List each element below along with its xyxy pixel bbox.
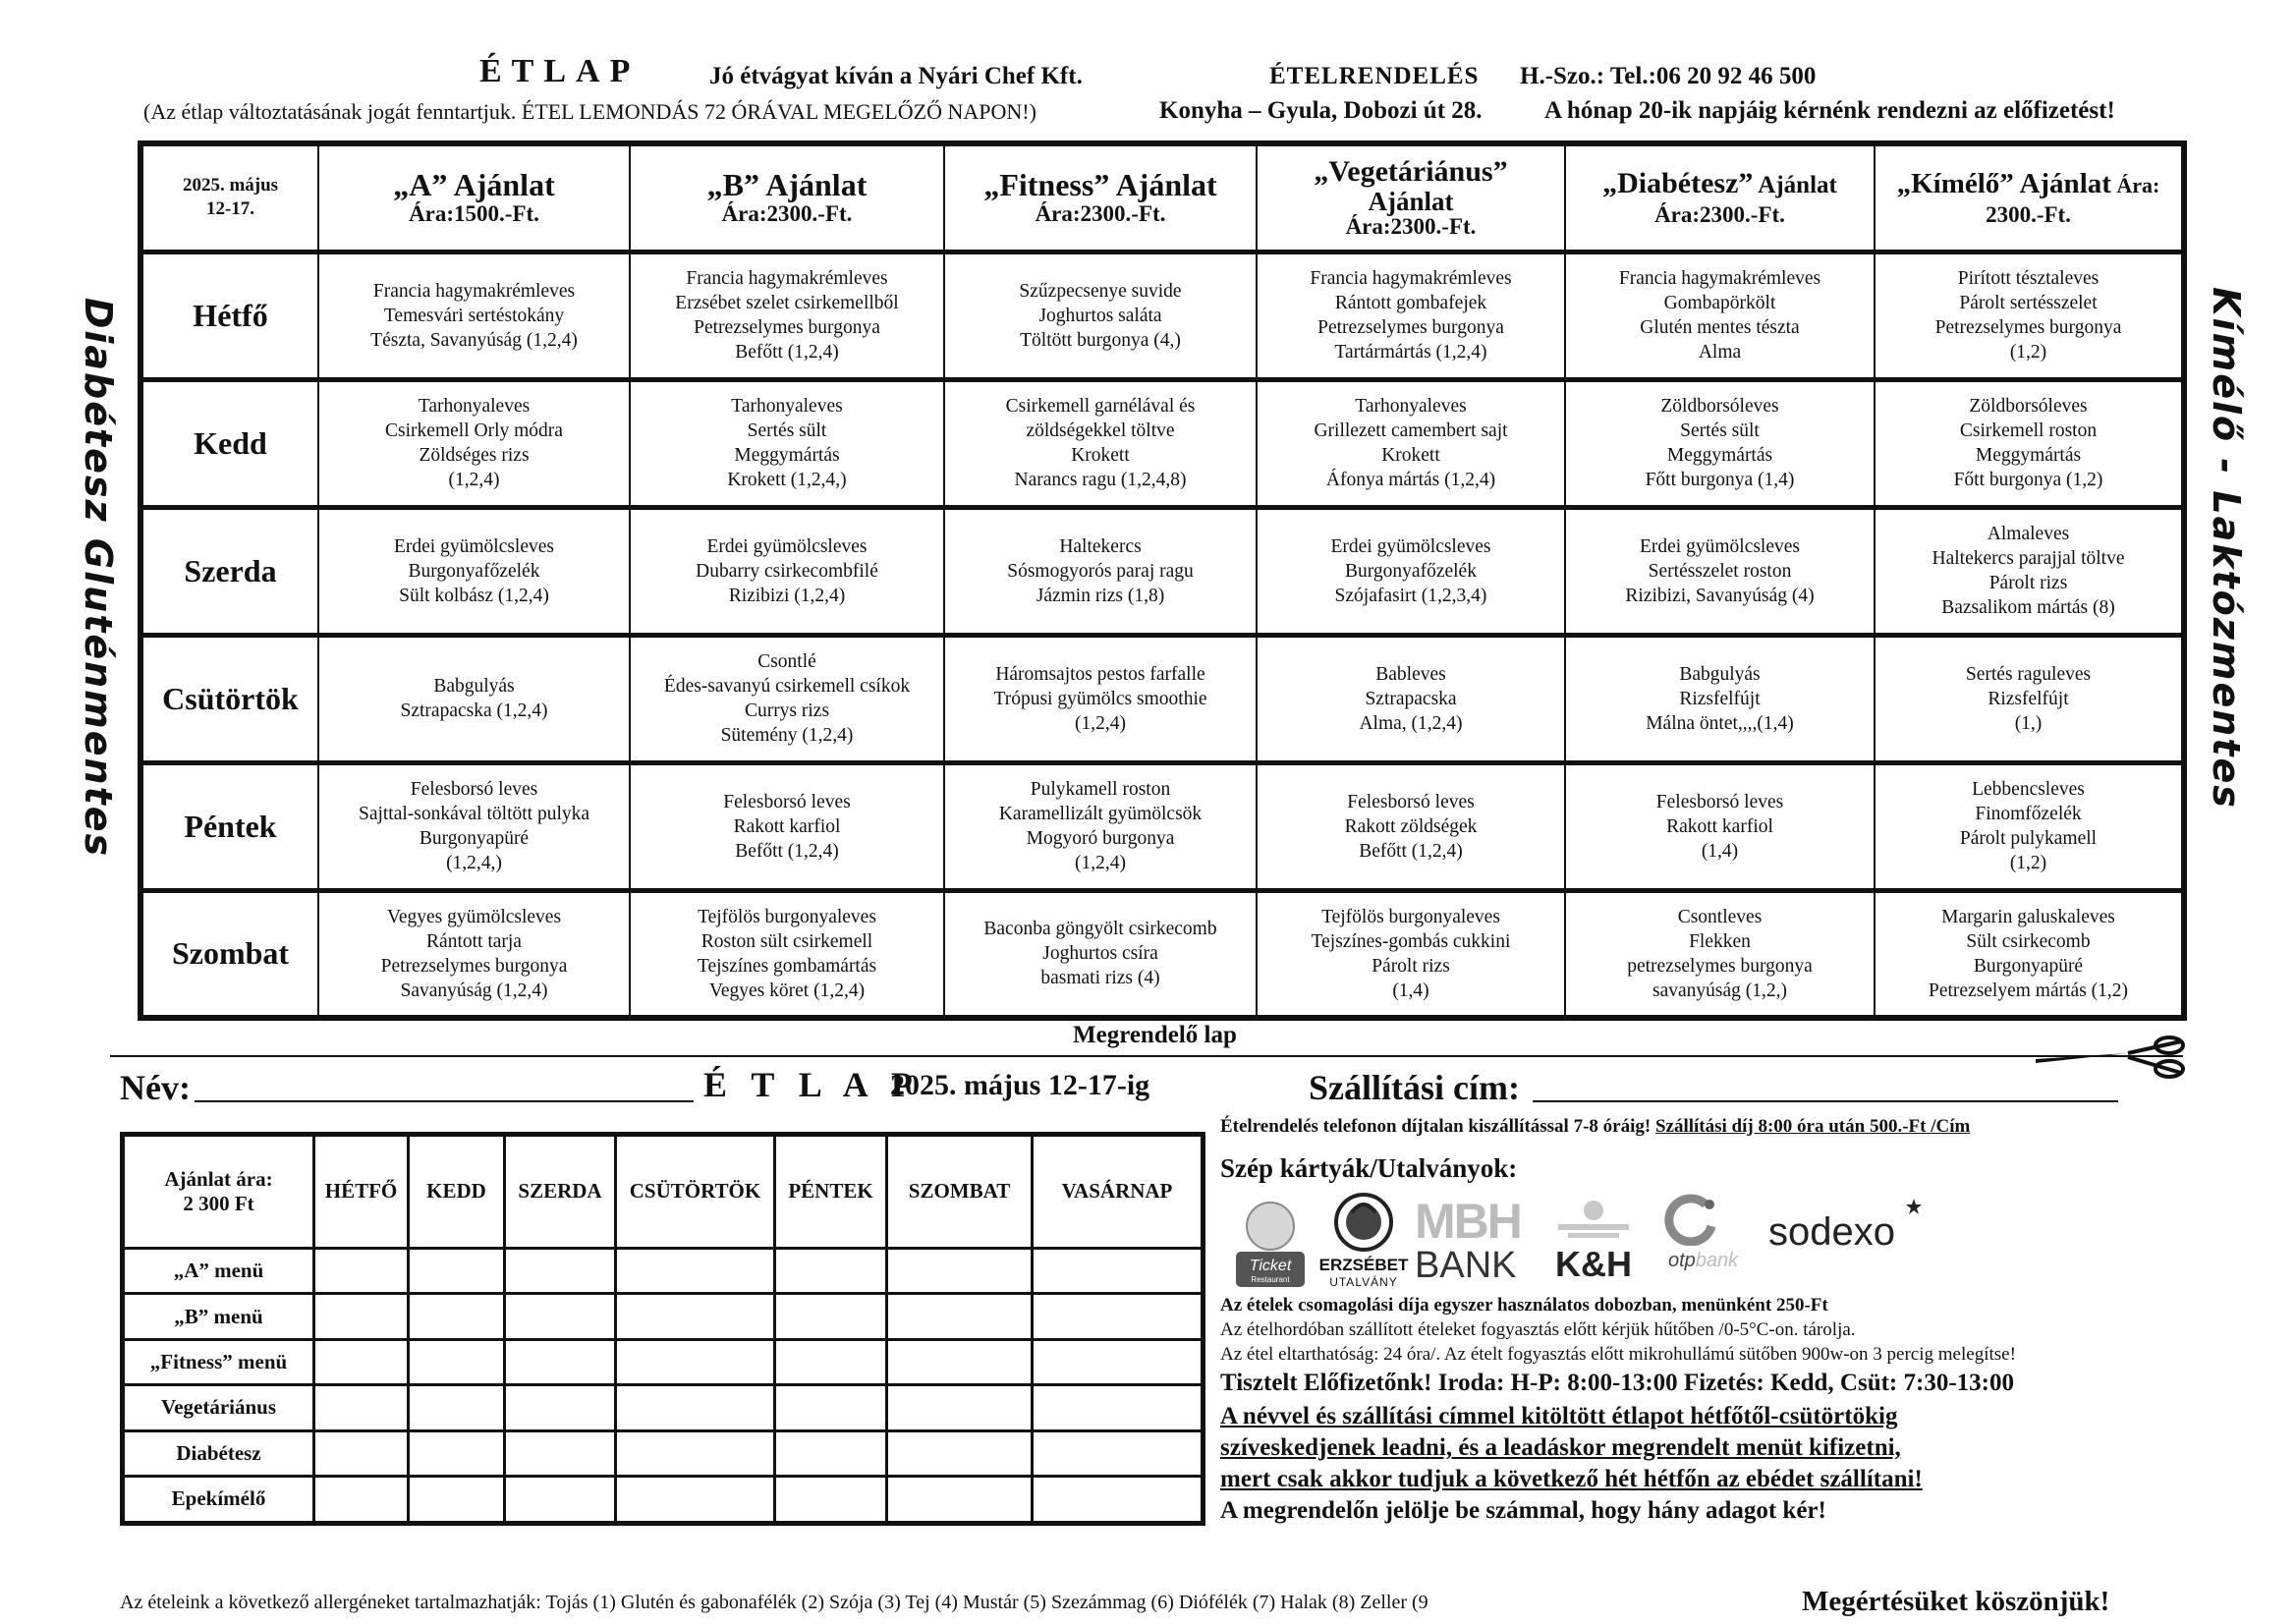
dish-line: Tarhonyaleves [731,396,843,417]
column-header-diabetes: „Diabétesz” Ajánlat Ára:2300.-Ft. [1565,143,1875,252]
dish-line: Joghurtos csíra [1042,943,1158,965]
menu-cell-b [630,252,944,379]
dish-line: Rakott zöldségek [1344,815,1478,837]
dish-line: Zöldborsóleves [1660,396,1779,417]
dish-line: Meggymártás [1666,445,1773,466]
order-quantity-cell[interactable] [505,1385,616,1430]
dish-line: Csirkemell Orly módra [385,420,563,441]
request-line-2: szíveskedjenek leadni, és a leadáskor megrendelt menüt kifizetni, [1220,1434,1901,1461]
menu-row-2 [140,507,2184,635]
menu-date-cell: 2025. május 12-17. [140,143,318,252]
dish-line: Rántott gombafejek [1334,293,1487,313]
dish-line: Vegyes köret (1,2,4) [708,980,866,1001]
dish-line: Málna öntet,,,,(1,4) [1646,712,1794,734]
dish-line: Erdei gyümölcsleves [1330,535,1491,557]
dish-line: Befőtt (1,2,4) [735,342,839,363]
order-day-header: VASÁRNAP [1033,1135,1204,1249]
dish-line: Krokett [1381,445,1440,466]
dish-line: Gombapörkölt [1663,293,1776,313]
dish-line: Rakott karfiol [733,815,841,837]
dish-line: Francia hagymakrémleves [372,280,576,302]
ordering-contact: H.-Szo.: Tel.:06 20 92 46 500 [1520,63,1817,89]
menu-cell-diabetes [1565,507,1875,635]
dish-line: Burgonyapüré [419,828,530,849]
order-quantity-cell[interactable] [314,1248,409,1293]
order-quantity-cell[interactable] [887,1385,1033,1430]
dish-line: Haltekercs parajjal töltve [1932,548,2125,569]
menu-cell-diabetes [1565,252,1875,379]
dish-line: Francia hagymakrémleves [1310,268,1512,289]
dish-line: Lebbencsleves [1972,779,2085,800]
cut-line [110,1055,2183,1057]
day-label: Csütörtök [140,635,318,762]
packaging-note: Az ételek csomagolási díja egyszer használatos dobozban, menünként 250-Ft [1220,1295,1828,1316]
menu-cell-kimelo [1875,762,2184,890]
price-header-cell: Ajánlat ára: 2 300 Ft [123,1135,314,1249]
menu-cell-a [318,252,630,379]
dish-line: (1,2) [2009,853,2047,873]
order-day-header: HÉTFŐ [314,1135,409,1249]
dish-line: Áfonya mártás (1,2,4) [1325,470,1496,490]
order-quantity-cell[interactable] [314,1339,409,1384]
dish-line: Csirkemell roston [1959,420,2098,441]
order-quantity-cell[interactable] [314,1430,409,1476]
order-menu-label: Epekímélő [123,1476,314,1523]
dish-line: Karamellizált gyümölcsök [998,804,1203,824]
dish-line: Flekken [1689,930,1751,952]
dish-line: zöldségekkel töltve [1026,420,1175,441]
address-input[interactable] [1533,1100,2118,1102]
request-line-4: A megrendelőn jelölje be számmal, hogy hány adagot kér! [1220,1497,1826,1524]
order-day-header: PÉNTEK [775,1135,887,1249]
order-quantity-cell[interactable] [616,1385,775,1430]
order-quantity-cell[interactable] [314,1385,409,1430]
dish-line: (1,2) [2009,342,2047,363]
request-line-1: A névvel és szállítási címmel kitöltött étlapot hétfőtől-csütörtökig [1220,1403,1898,1429]
order-menu-label: „B” menü [123,1294,314,1339]
menu-cell-vegetarian [1257,252,1565,379]
order-quantity-cell[interactable] [1033,1294,1204,1339]
dish-line: Tejszínes gombamártás [697,955,877,977]
dish-line: Burgonyapüré [1973,955,2084,977]
dish-line: Margarin galuskaleves [1941,906,2115,927]
order-quantity-cell[interactable] [409,1248,505,1293]
dish-line: Babgulyás [433,676,515,697]
dish-line: Mogyoró burgonya [1026,828,1175,849]
dish-line: (1,2,4) [448,470,500,490]
kitchen-address: Konyha – Gyula, Dobozi út 28. [1159,97,1483,124]
order-quantity-cell[interactable] [409,1430,505,1476]
erzsebet-logo: ERZSÉBET UTALVÁNY [1316,1191,1411,1289]
order-quantity-cell[interactable] [1033,1476,1204,1523]
kh-logo: K&H [1539,1197,1649,1285]
mbh-bank-logo: MBH BANK [1415,1194,1521,1286]
order-menu-label: „Fitness” menü [123,1339,314,1384]
order-quantity-cell[interactable] [775,1476,887,1523]
menu-cell-kimelo [1875,507,2184,635]
order-quantity-cell[interactable] [616,1248,775,1293]
dish-line: petrezselymes burgonya [1627,955,1813,977]
dish-line: Sajttal-sonkával töltött pulyka [358,804,590,824]
address-label: Szállítási cím: [1309,1068,1520,1107]
dish-line: Párolt rizs [1988,573,2068,593]
menu-cell-kimelo [1875,379,2184,507]
order-quantity-cell[interactable] [505,1476,616,1523]
dish-line: Háromsajtos pestos farfalle [995,663,1205,685]
order-quantity-cell[interactable] [505,1339,616,1384]
dish-line: (1,4) [1701,840,1739,862]
side-label-left: Diabétesz Gluténmentes [77,297,120,859]
menu-cell-diabetes [1565,379,1875,507]
order-menu-label: „A” menü [123,1248,314,1293]
menu-cell-b [630,890,944,1018]
order-quantity-cell[interactable] [616,1430,775,1476]
order-row [123,1339,1204,1384]
order-menu-label: Diabétesz [123,1430,314,1476]
order-etlap-dates: 2025. május 12-17-ig [890,1069,1150,1101]
dish-line: Haltekercs [1059,535,1142,557]
order-quantity-cell[interactable] [409,1294,505,1339]
column-header-a: „A” Ajánlat Ára:1500.-Ft. [318,143,630,252]
dish-line: Tarhonyaleves [418,396,531,417]
dish-line: Francia hagymakrémleves [1618,268,1821,289]
dish-line: Rakott karfiol [1666,815,1773,837]
dish-line: Szűzpecsenye suvide [1019,280,1182,302]
menu-cell-fitness [944,635,1257,762]
order-quantity-cell[interactable] [314,1294,409,1339]
menu-cell-vegetarian [1257,635,1565,762]
order-quantity-cell[interactable] [775,1294,887,1339]
dish-line: Grillezett camembert sajt [1314,420,1508,441]
order-row [123,1476,1204,1523]
day-label: Hétfő [140,252,318,379]
dish-line: Sósmogyorós paraj ragu [1007,560,1194,582]
order-form-title: Megrendelő lap [1073,1022,1237,1048]
dish-line: Jázmin rizs (1,8) [1036,585,1165,606]
order-quantity-cell[interactable] [314,1476,409,1523]
order-quantity-cell[interactable] [887,1339,1033,1384]
menu-cell-a [318,890,630,1018]
order-quantity-cell[interactable] [887,1430,1033,1476]
dish-line: Felesborsó leves [410,779,538,800]
order-quantity-cell[interactable] [409,1476,505,1523]
dish-line: Szójafasirt (1,2,3,4) [1334,585,1487,606]
menu-cell-a [318,507,630,635]
storage-note: Az ételhordóban szállított ételeket fogyasztás előtt kérjük hűtőben /0-5°C-on. tárolja. [1220,1319,1856,1340]
dish-line: Trópusi gyümölcs smoothie [993,688,1207,709]
dish-line: Alma, (1,2,4) [1359,712,1463,734]
dish-line: Tejfölös burgonyaleves [698,906,876,927]
menu-header-row [140,143,2184,252]
side-label-right: Kímélő - Laktózmentes [2205,287,2248,810]
dish-line: Temesvári sertéstokány [383,305,565,326]
dish-line: Meggymártás [1975,445,2082,466]
menu-cell-fitness [944,762,1257,890]
allergen-note: Az ételeink a következő allergéneket tartalmazhatják: Tojás (1) Glutén és gabonafélék (2) Szója (3) Tej (4) Mustár (5) Szezámmag (6) Diófélék (7) Halak (8) Zeller (9 [120,1592,1428,1613]
menu-cell-vegetarian [1257,762,1565,890]
dish-line: (1,2,4) [1075,712,1126,734]
dish-line: Főtt burgonya (1,2) [1953,470,2103,490]
dish-line: Erzsébet szelet csirkemellből [675,293,899,313]
dish-line: Roston sült csirkemell [700,930,873,952]
subscription-note: A hónap 20-ik napjáig kérnénk rendezni az előfizetést! [1544,97,2115,124]
dish-line: Sertés sült [1680,420,1760,441]
dish-line: Finomfőzelék [1975,804,2082,824]
order-quantity-cell[interactable] [409,1339,505,1384]
dish-line: Csontlé [757,651,816,672]
dish-line: Párolt rizs [1372,955,1450,977]
request-line-3: mert csak akkor tudjuk a következő hét hétfőn az ebédet szállítani! [1220,1466,1923,1492]
dish-line: Rizibizi, Savanyúság (4) [1625,585,1815,606]
dish-line: Bazsalikom mártás (8) [1941,597,2115,618]
dish-line: Rizsfelfújt [1679,688,1761,709]
menu-cell-vegetarian [1257,379,1565,507]
order-quantity-cell[interactable] [887,1476,1033,1523]
dish-line: Tejfölös burgonyaleves [1321,906,1500,927]
order-row [123,1385,1204,1430]
greeting: Jó étvágyat kíván a Nyári Chef Kft. [709,63,1083,89]
office-hours: Tisztelt Előfizetőnk! Iroda: H-P: 8:00-13:00 Fizetés: Kedd, Csüt: 7:30-13:00 [1220,1370,2014,1396]
dish-line: Párolt pulykamell [1959,828,2098,849]
dish-line: Currys rizs [744,700,830,721]
dish-line: Krokett (1,2,4,) [727,470,847,490]
dish-line: Sült kolbász (1,2,4) [399,585,549,606]
dish-line: Zöldséges rizs [419,445,530,466]
otp-bank-logo: otpbank [1660,1191,1768,1285]
dish-line: Tarhonyaleves [1355,396,1467,417]
dish-line: Rizsfelfújt [1988,688,2069,709]
menu-row-3 [140,635,2184,762]
dish-line: Csirkemell garnélával és [1005,396,1196,417]
dish-line: Savanyúság (1,2,4) [400,980,548,1001]
dish-line: Zöldborsóleves [1969,396,2088,417]
order-row [123,1430,1204,1476]
dish-line: Tartármártás (1,2,4) [1334,342,1487,363]
order-quantity-cell[interactable] [887,1248,1033,1293]
weekly-menu-table [138,140,2187,1021]
menu-cell-diabetes [1565,635,1875,762]
menu-cell-vegetarian [1257,890,1565,1018]
order-quantity-cell[interactable] [616,1339,775,1384]
dish-line: Francia hagymakrémleves [686,268,888,289]
dish-line: Csontleves [1677,906,1763,927]
scissors-icon [2034,1034,2191,1081]
menu-cell-a [318,635,630,762]
order-quantity-cell[interactable] [505,1430,616,1476]
order-quantity-cell[interactable] [1033,1248,1204,1293]
ticket-restaurant-logo: Ticket Restaurant [1230,1193,1311,1289]
dish-line: Édes-savanyú csirkemell csíkok [663,676,911,697]
dish-line: Pirított tésztaleves [1957,268,2100,289]
dish-line: Sertés raguleves [1965,663,2092,685]
dish-line: Pulykamell roston [1030,779,1171,800]
menu-row-4 [140,762,2184,890]
thanks-note: Megértésüket köszönjük! [1802,1586,2110,1617]
order-row [123,1294,1204,1339]
sodexo-logo: sodexo [1768,1210,1895,1255]
menu-cell-b [630,762,944,890]
dish-line: Bableves [1375,663,1446,685]
cards-title: Szép kártyák/Utalványok: [1220,1153,1518,1183]
menu-cell-b [630,379,944,507]
menu-cell-kimelo [1875,635,2184,762]
order-day-header: KEDD [409,1135,505,1249]
dish-line: Sztrapacska [1365,688,1457,709]
menu-row-0 [140,252,2184,379]
dish-line: Erdei gyümölcsleves [706,535,868,557]
order-quantity-cell[interactable] [775,1385,887,1430]
dish-line: Befőtt (1,2,4) [1359,840,1463,862]
dish-line: Erdei gyümölcsleves [394,535,554,557]
menu-cell-fitness [944,379,1257,507]
dish-line: Baconba göngyölt csirkecomb [983,919,1217,940]
menu-cell-b [630,507,944,635]
star-icon [1906,1199,1922,1214]
order-quantity-cell[interactable] [505,1248,616,1293]
ordering-label: ÉTELRENDELÉS [1269,63,1480,89]
dish-line: (1,2,4) [1075,853,1126,873]
dish-line: Tészta, Savanyúság (1,2,4) [370,329,578,351]
dish-line: Sült csirkecomb [1966,930,2091,952]
dish-line: Sütemény (1,2,4) [720,725,854,746]
order-quantity-cell[interactable] [775,1248,887,1293]
dish-line: Alma [1698,342,1742,363]
day-label: Péntek [140,762,318,890]
order-quantity-cell[interactable] [1033,1385,1204,1430]
order-quantity-cell[interactable] [409,1385,505,1430]
dish-line: Almaleves [1987,524,2070,544]
dish-line: Narancs ragu (1,2,4,8) [1014,470,1187,490]
menu-cell-kimelo [1875,252,2184,379]
menu-cell-a [318,762,630,890]
dish-line: Sertés sült [747,420,827,441]
order-day-header: SZOMBAT [887,1135,1033,1249]
dish-line: Töltött burgonya (4,) [1020,329,1181,351]
dish-line: Dubarry csirkecombfilé [696,560,878,582]
column-header-vegetarian: „Vegetáriánus” Ajánlat Ára:2300.-Ft. [1257,143,1565,252]
menu-cell-fitness [944,890,1257,1018]
shelf-life-note: Az étel eltarthatóság: 24 óra/. Az ételt fogyasztás előtt mikrohullámú sütőben 900w-on 3 percig melegítse! [1220,1344,2016,1365]
dish-line: Erdei gyümölcsleves [1640,535,1800,557]
name-label: Név: [120,1068,191,1107]
menu-cell-kimelo [1875,890,2184,1018]
column-header-fitness: „Fitness” Ajánlat Ára:2300.-Ft. [944,143,1257,252]
order-table [120,1132,1205,1526]
menu-cell-b [630,635,944,762]
order-quantity-cell[interactable] [887,1294,1033,1339]
disclaimer: (Az étlap változtatásának jogát fenntartjuk. ÉTEL LEMONDÁS 72 ÓRÁVAL MEGELŐZŐ NAPON!) [143,99,1036,124]
dish-line: Felesborsó leves [1655,791,1784,812]
dish-line: Joghurtos saláta [1038,305,1162,326]
order-quantity-cell[interactable] [505,1294,616,1339]
order-quantity-cell[interactable] [775,1430,887,1476]
order-quantity-cell[interactable] [1033,1430,1204,1476]
dish-line: Krokett [1071,445,1130,466]
dish-line: Vegyes gyümölcsleves [386,906,562,927]
dish-line: Befőtt (1,2,4) [735,840,839,862]
menu-cell-a [318,379,630,507]
dish-line: Glutén mentes tészta [1640,317,1800,338]
dish-line: Rizibizi (1,2,4) [728,585,846,606]
order-quantity-cell[interactable] [1033,1339,1204,1384]
dish-line: Sztrapacska (1,2,4) [400,700,548,721]
dish-line: Rántott tarja [426,930,522,952]
menu-cell-diabetes [1565,762,1875,890]
order-day-header: CSÜTÖRTÖK [616,1135,775,1249]
dish-line: Petrezselyem mártás (1,2) [1928,980,2129,1001]
dish-line: basmati rizs (4) [1040,968,1160,989]
dish-line: Petrezselymes burgonya [694,317,880,338]
order-menu-label: Vegetáriánus [123,1385,314,1430]
order-quantity-cell[interactable] [616,1476,775,1523]
dish-line: Burgonyafőzelék [408,560,540,582]
dish-line: Tejszínes-gombás cukkini [1311,930,1511,952]
dish-line: Petrezselymes burgonya [1317,317,1504,338]
dish-line: Meggymártás [734,445,840,466]
order-quantity-cell[interactable] [616,1294,775,1339]
dish-line: (1,4) [1392,980,1429,1001]
menu-row-5 [140,890,2184,1018]
dish-line: Petrezselymes burgonya [380,955,568,977]
day-label: Szombat [140,890,318,1018]
order-etlap-label: É T L A P [703,1065,921,1104]
dish-line: Babgulyás [1679,663,1761,685]
column-header-b: „B” Ajánlat Ára:2300.-Ft. [630,143,944,252]
order-header-row [123,1135,1204,1249]
dish-line: (1,2,4,) [446,853,502,873]
menu-row-1 [140,379,2184,507]
day-label: Kedd [140,379,318,507]
dish-line: (1,) [2014,712,2043,734]
menu-cell-diabetes [1565,890,1875,1018]
order-row [123,1248,1204,1293]
order-quantity-cell[interactable] [775,1339,887,1384]
dish-line: Felesborsó leves [1347,791,1475,812]
column-header-kimelo: „Kímélő” Ajánlat Ára: 2300.-Ft. [1875,143,2184,252]
dish-line: Petrezselymes burgonya [1934,317,2122,338]
dish-line: savanyúság (1,2,) [1652,980,1787,1001]
day-label: Szerda [140,507,318,635]
dish-line: Főtt burgonya (1,4) [1645,470,1795,490]
delivery-info: Ételrendelés telefonon díjtalan kiszállítással 7-8 óráig! Szállítási díj 8:00 óra után 500.-Ft /Cím [1220,1116,1971,1137]
dish-line: Párolt sertésszelet [1959,293,2098,313]
name-input[interactable] [195,1100,694,1102]
menu-cell-fitness [944,507,1257,635]
menu-cell-vegetarian [1257,507,1565,635]
order-day-header: SZERDA [505,1135,616,1249]
dish-line: Burgonyafőzelék [1345,560,1477,582]
page-title: ÉTLAP [479,53,641,89]
dish-line: Felesborsó leves [723,791,851,812]
dish-line: Sertésszelet roston [1648,560,1792,582]
menu-cell-fitness [944,252,1257,379]
